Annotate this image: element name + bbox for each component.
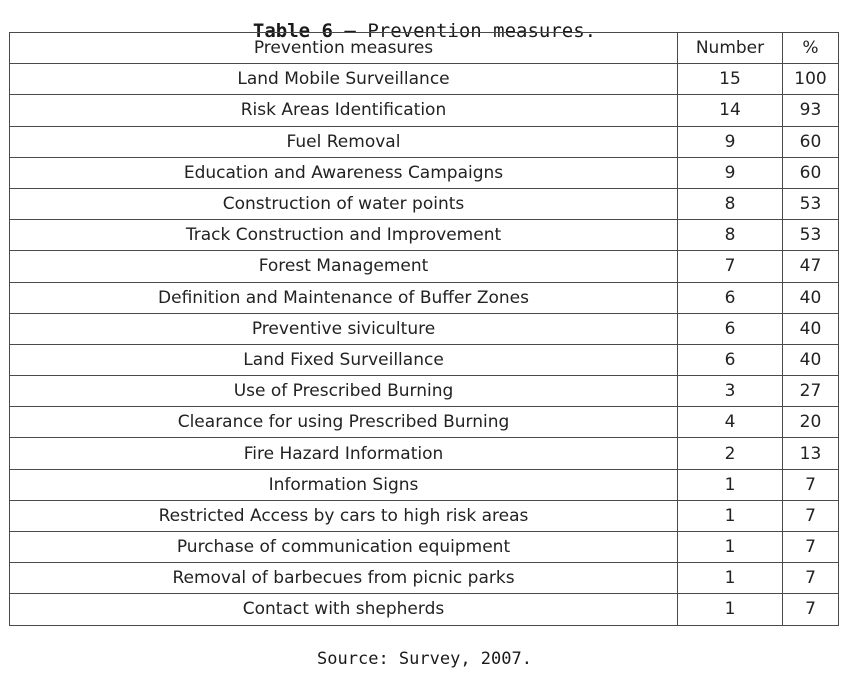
cell-number: 9	[678, 126, 783, 157]
column-header-percent: %	[783, 33, 839, 64]
cell-percent: 7	[783, 594, 839, 625]
cell-percent: 60	[783, 157, 839, 188]
cell-number: 1	[678, 500, 783, 531]
cell-percent: 7	[783, 532, 839, 563]
cell-percent: 53	[783, 220, 839, 251]
table-row	[10, 500, 839, 531]
table-row	[10, 126, 839, 157]
cell-number: 2	[678, 438, 783, 469]
cell-percent: 40	[783, 282, 839, 313]
table-row	[10, 407, 839, 438]
table-row	[10, 220, 839, 251]
cell-number: 6	[678, 344, 783, 375]
cell-measure: Preventive siviculture	[10, 313, 678, 344]
table-row	[10, 157, 839, 188]
cell-measure: Fuel Removal	[10, 126, 678, 157]
cell-measure: Definition and Maintenance of Buffer Zones	[10, 282, 678, 313]
cell-percent: 7	[783, 563, 839, 594]
cell-number: 14	[678, 95, 783, 126]
cell-measure: Purchase of communication equipment	[10, 532, 678, 563]
cell-measure: Forest Management	[10, 251, 678, 282]
cell-percent: 7	[783, 469, 839, 500]
cell-measure: Use of Prescribed Burning	[10, 376, 678, 407]
table-row	[10, 532, 839, 563]
table-caption-label: Table 6 –	[252, 20, 356, 42]
table-row	[10, 313, 839, 344]
cell-number: 9	[678, 157, 783, 188]
cell-percent: 100	[783, 64, 839, 95]
table-row	[10, 376, 839, 407]
cell-percent: 7	[783, 500, 839, 531]
cell-number: 1	[678, 594, 783, 625]
table-row	[10, 344, 839, 375]
table-container	[9, 32, 838, 626]
cell-measure: Education and Awareness Campaigns	[10, 157, 678, 188]
cell-percent: 27	[783, 376, 839, 407]
cell-percent: 40	[783, 313, 839, 344]
cell-measure: Track Construction and Improvement	[10, 220, 678, 251]
cell-percent: 93	[783, 95, 839, 126]
table-row	[10, 469, 839, 500]
cell-percent: 40	[783, 344, 839, 375]
cell-number: 3	[678, 376, 783, 407]
table-row	[10, 251, 839, 282]
cell-measure: Risk Areas Identification	[10, 95, 678, 126]
table-row	[10, 438, 839, 469]
cell-measure: Clearance for using Prescribed Burning	[10, 407, 678, 438]
column-header-number: Number	[678, 33, 783, 64]
cell-measure: Land Fixed Surveillance	[10, 344, 678, 375]
cell-measure: Restricted Access by cars to high risk areas	[10, 500, 678, 531]
cell-measure: Land Mobile Surveillance	[10, 64, 678, 95]
cell-number: 8	[678, 188, 783, 219]
cell-percent: 20	[783, 407, 839, 438]
cell-number: 1	[678, 532, 783, 563]
table-row	[10, 594, 839, 625]
cell-percent: 60	[783, 126, 839, 157]
cell-measure: Contact with shepherds	[10, 594, 678, 625]
cell-percent: 53	[783, 188, 839, 219]
cell-measure: Construction of water points	[10, 188, 678, 219]
cell-measure: Fire Hazard Information	[10, 438, 678, 469]
table-row	[10, 95, 839, 126]
cell-number: 4	[678, 407, 783, 438]
cell-measure: Removal of barbecues from picnic parks	[10, 563, 678, 594]
cell-number: 1	[678, 469, 783, 500]
table-body	[10, 64, 839, 625]
cell-number: 6	[678, 313, 783, 344]
column-header-measure: Prevention measures	[10, 33, 678, 64]
cell-number: 1	[678, 563, 783, 594]
cell-number: 8	[678, 220, 783, 251]
table-source-note: Source: Survey, 2007.	[317, 649, 532, 669]
cell-measure: Information Signs	[10, 469, 678, 500]
table-caption-title: Prevention measures.	[367, 20, 597, 42]
prevention-measures-table	[9, 32, 839, 626]
table-row	[10, 563, 839, 594]
table-row	[10, 188, 839, 219]
cell-percent: 13	[783, 438, 839, 469]
table-row	[10, 282, 839, 313]
cell-number: 15	[678, 64, 783, 95]
table-header-row	[10, 33, 839, 64]
cell-percent: 47	[783, 251, 839, 282]
table-row	[10, 64, 839, 95]
cell-number: 7	[678, 251, 783, 282]
cell-number: 6	[678, 282, 783, 313]
